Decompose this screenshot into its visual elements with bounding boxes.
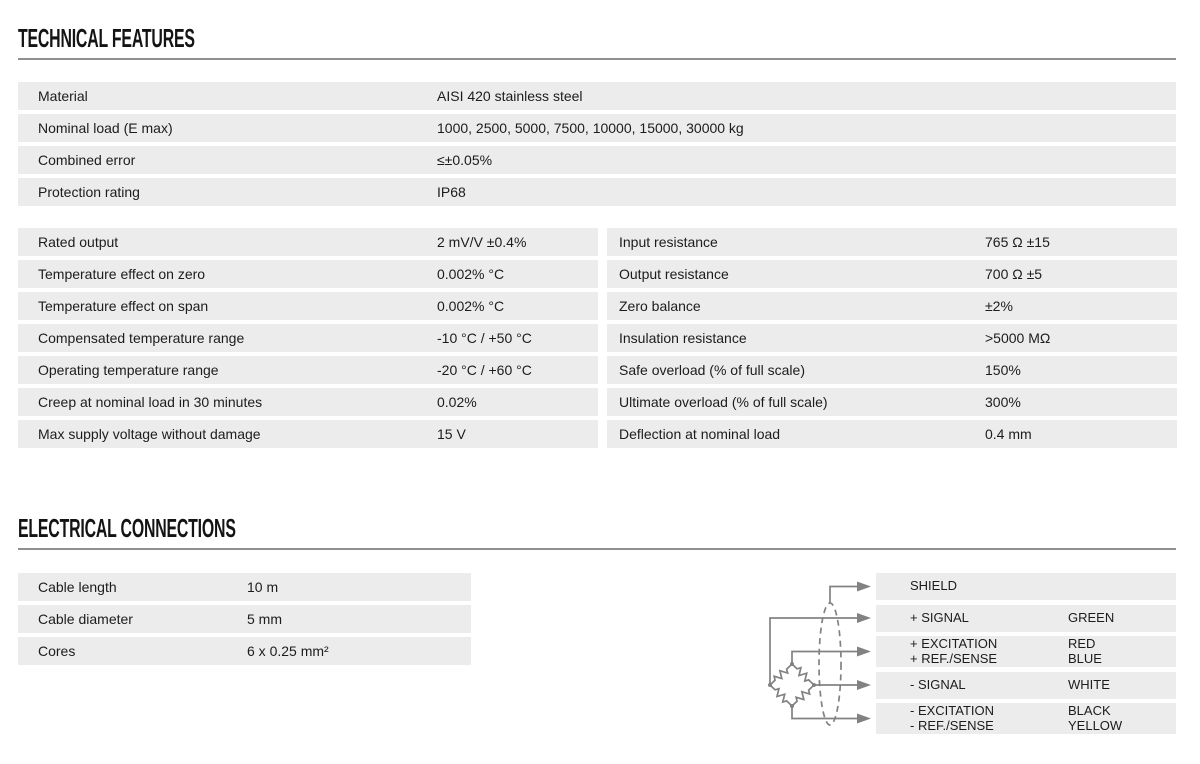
table-row [607, 228, 1177, 256]
table-row [18, 356, 598, 384]
bridge-resistor-icon [768, 682, 795, 708]
spec-label: Safe overload (% of full scale) [619, 362, 805, 378]
spec-label: Temperature effect on span [38, 298, 209, 314]
spec-label: Insulation resistance [619, 330, 747, 346]
wire-color: WHITE [1068, 676, 1110, 692]
excitation-plus-wire [792, 652, 857, 665]
spec-value: 765 Ω ±15 [985, 234, 1050, 250]
wire-signal: - EXCITATION [910, 703, 995, 718]
spec-label: Cores [38, 643, 76, 659]
spec-label: Cable length [38, 579, 117, 595]
spec-label: Rated output [38, 234, 119, 250]
general-specs-table [18, 82, 1176, 210]
section-divider [18, 548, 1176, 550]
table-row [607, 260, 1177, 288]
wire-color: BLACK [1068, 703, 1111, 718]
table-row [18, 420, 598, 448]
spec-value: 700 Ω ±5 [985, 266, 1043, 282]
table-row [18, 82, 1176, 110]
table-row [18, 228, 598, 256]
table-row [876, 573, 1176, 600]
table-row [607, 324, 1177, 352]
spec-label: Max supply voltage without damage [38, 426, 261, 442]
performance-specs-left-table [18, 228, 598, 452]
table-row [18, 146, 1176, 174]
table-row [607, 388, 1177, 416]
spec-value: -10 °C / +50 °C [437, 330, 532, 346]
spec-label: Zero balance [619, 298, 701, 314]
table-row [18, 292, 598, 320]
wire-color: BLUE [1068, 650, 1102, 666]
table-row [18, 260, 598, 288]
spec-label: Temperature effect on zero [38, 266, 206, 282]
spec-value: 5 mm [247, 611, 282, 627]
spec-value: 150% [985, 362, 1021, 378]
spec-label: Protection rating [38, 184, 140, 200]
spec-label: Output resistance [619, 266, 729, 282]
technical-features-heading: TECHNICAL FEATURES [18, 23, 195, 53]
spec-label: Cable diameter [38, 611, 133, 627]
table-row [876, 672, 1176, 699]
bridge-node [790, 704, 794, 708]
spec-value: ≤±0.05% [437, 152, 493, 168]
spec-label: Combined error [38, 152, 136, 168]
performance-specs-right-table [607, 228, 1177, 452]
table-row [607, 420, 1177, 448]
spec-label: Nominal load (E max) [38, 120, 173, 136]
spec-label: Input resistance [619, 234, 718, 250]
spec-value: 1000, 2500, 5000, 7500, 10000, 15000, 30000 kg [437, 120, 744, 136]
table-row [876, 703, 1176, 734]
bridge-resistor-icon [768, 662, 795, 688]
spec-value: 300% [985, 394, 1021, 410]
spec-label: Material [38, 88, 88, 104]
spec-value: AISI 420 stainless steel [437, 88, 583, 104]
table-row [607, 292, 1177, 320]
shield-wire [830, 587, 857, 604]
spec-value: 0.002% °C [437, 266, 505, 282]
spec-value: 0.002% °C [437, 298, 505, 314]
bridge-resistor-icon [790, 661, 817, 687]
arrow-right-icon [857, 582, 871, 592]
spec-label: Compensated temperature range [38, 330, 245, 346]
bridge-node [768, 683, 772, 687]
table-row [18, 178, 1176, 206]
spec-value: 0.4 mm [985, 426, 1032, 442]
spec-value: 15 V [437, 426, 466, 442]
table-row [18, 114, 1176, 142]
spec-label: Ultimate overload (% of full scale) [619, 394, 828, 410]
spec-value: ±2% [985, 298, 1013, 314]
arrow-right-icon [857, 613, 871, 623]
spec-value: 0.02% [437, 394, 477, 410]
wire-signal: - SIGNAL [910, 676, 966, 692]
table-row [18, 324, 598, 352]
wire-color: GREEN [1068, 609, 1115, 625]
table-row [18, 388, 598, 416]
table-row [876, 636, 1176, 667]
wire-color: RED [1068, 636, 1096, 651]
electrical-connections-heading: ELECTRICAL CONNECTIONS [18, 513, 236, 543]
table-row [18, 573, 471, 601]
spec-label: Deflection at nominal load [619, 426, 781, 442]
bridge-node [790, 662, 794, 666]
spec-value: 6 x 0.25 mm² [247, 643, 329, 659]
spec-value: IP68 [437, 184, 466, 200]
table-row [18, 637, 471, 665]
wire-color-table [876, 573, 1176, 739]
spec-label: Operating temperature range [38, 362, 219, 378]
wheatstone-bridge-wiring-diagram [757, 568, 877, 743]
arrow-right-icon [857, 647, 871, 657]
table-row [876, 605, 1176, 632]
wire-signal: + REF./SENSE [910, 650, 998, 666]
section-divider [18, 58, 1176, 60]
arrow-right-icon [857, 680, 871, 690]
bridge-node [812, 683, 816, 687]
spec-value: -20 °C / +60 °C [437, 362, 532, 378]
spec-value: 10 m [247, 579, 279, 595]
cable-shield-ellipse [819, 603, 841, 725]
wire-signal: + EXCITATION [910, 636, 998, 651]
table-row [607, 356, 1177, 384]
wire-signal: + SIGNAL [910, 609, 969, 625]
spec-value: 2 mV/V ±0.4% [437, 234, 527, 250]
arrow-right-icon [857, 714, 871, 724]
spec-label: Creep at nominal load in 30 minutes [38, 394, 263, 410]
table-row [18, 605, 471, 633]
spec-value: >5000 MΩ [985, 330, 1051, 346]
wire-signal: SHIELD [910, 578, 957, 594]
cable-specs-table [18, 573, 471, 669]
wire-color: YELLOW [1068, 717, 1123, 733]
wire-signal: - REF./SENSE [910, 717, 994, 733]
bridge-resistor-icon [790, 683, 817, 709]
